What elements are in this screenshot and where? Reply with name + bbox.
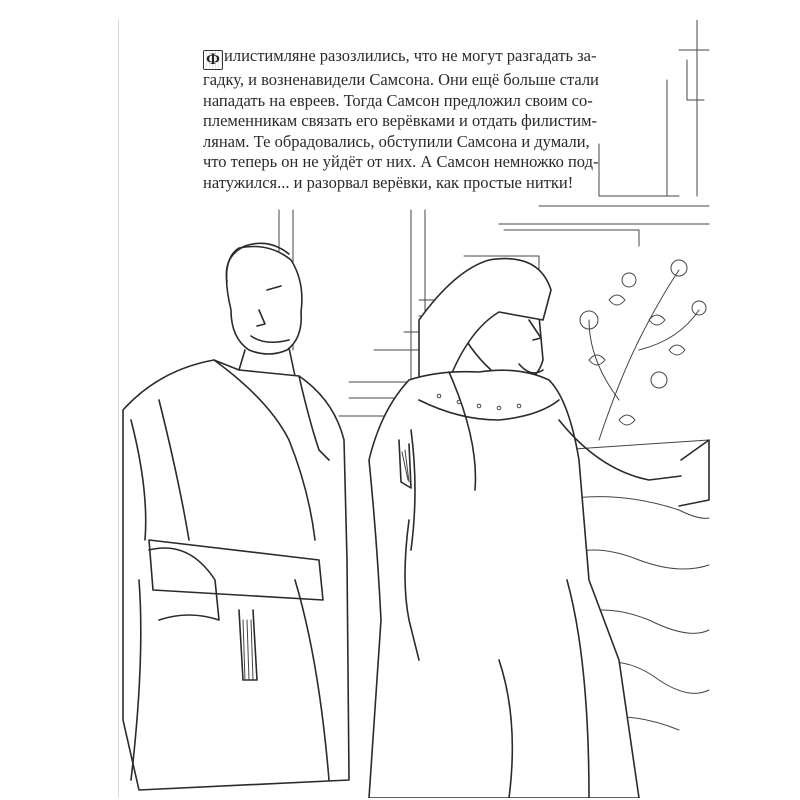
story-line-2: гадку, и возненавидели Самсона. Они ещё больше стали — [203, 70, 599, 89]
figure-right-man — [369, 259, 709, 798]
figure-left-man — [123, 243, 349, 790]
flowering-bush — [580, 260, 706, 440]
story-line-4: племенникам связать его верёвками и отдать филистим- — [203, 111, 598, 131]
coloring-page — [118, 20, 711, 798]
story-line-6: что теперь он не уйдёт от них. А Самсон немножко под- — [203, 152, 599, 172]
drop-cap: Ф — [203, 50, 223, 70]
story-line-5: лянам. Те обрадовались, обступили Самсона и думали, — [203, 131, 590, 151]
story-line-3: нападать на евреев. Тогда Самсон предложил своим со- — [203, 90, 593, 110]
story-line-7: натужился... и разорвал верёвки, как простые нитки! — [203, 172, 574, 192]
story-line-1: Ф илистимляне разозлились, что не могут разгадать за- — [203, 46, 688, 70]
story-text — [203, 46, 688, 194]
